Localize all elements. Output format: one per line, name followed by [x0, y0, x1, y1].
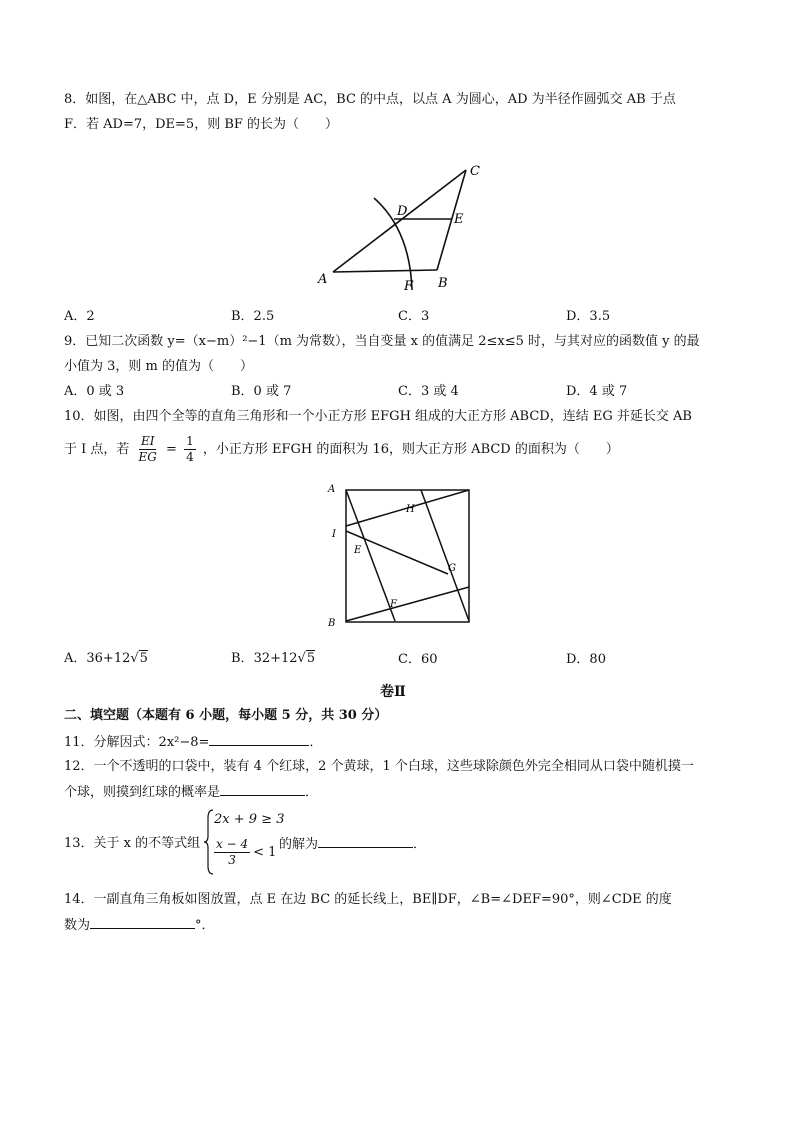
q10-option-a-value: 36+12 — [86, 651, 131, 666]
part2-title: 卷Ⅱ — [380, 684, 406, 700]
q8-line2: F．若 AD=7，DE=5，则 BF 的长为（ ） — [64, 117, 339, 132]
q9-line1: 9．已知二次函数 y=（x−m）²−1（m 为常数），当自变量 x 的值满足 2≤x≤5 时，与其对应的函数值 y 的最 — [64, 334, 700, 349]
label-F: F — [390, 599, 397, 610]
q13-post-line — [279, 835, 426, 854]
label-H: H — [406, 504, 415, 515]
q9-option-a[interactable]: A．0 或 3 — [64, 384, 125, 399]
q11-line — [64, 733, 322, 752]
q10-option-a-label: A． — [64, 651, 87, 666]
q12-text: 个球，则摸到红球的概率是 — [64, 785, 221, 800]
q10-option-b-radicand: 5 — [306, 651, 316, 666]
label-I: I — [332, 529, 336, 540]
q10-fraction-1-4 — [184, 434, 196, 465]
q13-fraction — [214, 837, 250, 868]
q13-inequality-1: 2x + 9 ≥ 3 — [214, 812, 285, 827]
sqrt-icon: √ — [130, 651, 139, 666]
q8-option-a[interactable]: A．2 — [64, 309, 95, 324]
label-G: G — [448, 563, 456, 574]
q14-end: °． — [195, 918, 215, 933]
q8-option-d[interactable]: D．3.5 — [566, 309, 611, 324]
q10-option-b-label: B． — [231, 651, 254, 666]
label-D: D — [397, 204, 408, 219]
q13-inequality-2 — [214, 837, 276, 868]
q14-line2 — [64, 916, 215, 935]
q13-frac-den: 3 — [228, 853, 236, 867]
q8-triangle-figure — [312, 160, 492, 295]
label-A: A — [328, 484, 336, 495]
q12-answer-blank[interactable] — [220, 783, 305, 796]
q13-frac-num: x − 4 — [216, 837, 249, 851]
q11-answer-blank[interactable] — [209, 733, 309, 746]
label-E: E — [454, 212, 464, 227]
label-A: A — [318, 272, 328, 287]
q10-fraction-ei-eg — [137, 434, 159, 465]
q10-square-figure — [322, 478, 482, 633]
q8-option-c[interactable]: C．3 — [398, 309, 430, 324]
q13-pre: 13．关于 x 的不等式组 — [64, 836, 201, 851]
q10-option-a[interactable] — [64, 650, 148, 668]
q13-end: ． — [413, 837, 427, 852]
q10-frac-den: EG — [138, 450, 157, 464]
q9-option-c[interactable]: C．3 或 4 — [398, 384, 459, 399]
q10-frac2-num: 1 — [186, 434, 194, 448]
q10-option-c[interactable]: C．60 — [398, 652, 438, 667]
q8-option-b[interactable]: B．2.5 — [231, 309, 275, 324]
label-E: E — [354, 545, 362, 556]
q10-line2 — [64, 432, 619, 468]
q13-answer-blank[interactable] — [318, 835, 413, 848]
q10-option-d[interactable]: D．80 — [566, 652, 606, 667]
q10-frac2-den: 4 — [186, 450, 194, 464]
q12-line1: 12．一个不透明的口袋中，装有 4 个红球，2 个黄球，1 个白球，这些球除颜色外完全相同从口袋中随机摸一 — [64, 759, 694, 774]
q14-line1: 14．一副直角三角板如图放置，点 E 在边 BC 的延长线上，BE∥DF，∠B=∠DEF=90°，则∠CDE 的度 — [64, 892, 672, 907]
section-heading: 二、填空题（本题有 6 小题，每小题 5 分，共 30 分） — [64, 708, 388, 723]
sqrt-icon: √ — [297, 651, 306, 666]
q12-line2 — [64, 783, 318, 802]
label-C: C — [470, 164, 480, 179]
q13-rel: < 1 — [253, 845, 277, 860]
q10-option-b-value: 32+12 — [253, 651, 298, 666]
q14-text: 数为 — [64, 918, 91, 933]
q8-line1: 8．如图，在△ABC 中，点 D，E 分别是 AC，BC 的中点，以点 A 为圆心，AD 为半径作圆弧交 AB 于点 — [64, 92, 676, 107]
q14-answer-blank[interactable] — [90, 916, 195, 929]
q9-option-b[interactable]: B．0 或 7 — [231, 384, 292, 399]
q9-option-d[interactable]: D．4 或 7 — [566, 384, 628, 399]
q13-brace-icon — [204, 808, 214, 876]
q10-line2-pre: 于 I 点，若 — [64, 442, 130, 457]
q12-end: ． — [305, 785, 319, 800]
q9-line2: 小值为 3，则 m 的值为（ ） — [64, 359, 253, 374]
q10-frac-num: EI — [140, 434, 155, 448]
q11-text: 11．分解因式：2x²−8= — [64, 735, 210, 750]
q13-post: 的解为 — [279, 837, 319, 852]
label-B: B — [328, 618, 336, 629]
q10-equals: = — [166, 442, 177, 457]
label-F: F — [404, 279, 414, 294]
q10-line2-post: ，小正方形 EFGH 的面积为 16，则大正方形 ABCD 的面积为（ ） — [202, 442, 619, 457]
q10-option-a-radicand: 5 — [139, 651, 148, 666]
label-B: B — [438, 276, 448, 291]
q11-end: ． — [309, 735, 323, 750]
q10-option-b[interactable] — [231, 650, 315, 668]
q10-line1: 10．如图，由四个全等的直角三角形和一个小正方形 EFGH 组成的大正方形 ABCD，连结 EG 并延长交 AB — [64, 409, 692, 424]
